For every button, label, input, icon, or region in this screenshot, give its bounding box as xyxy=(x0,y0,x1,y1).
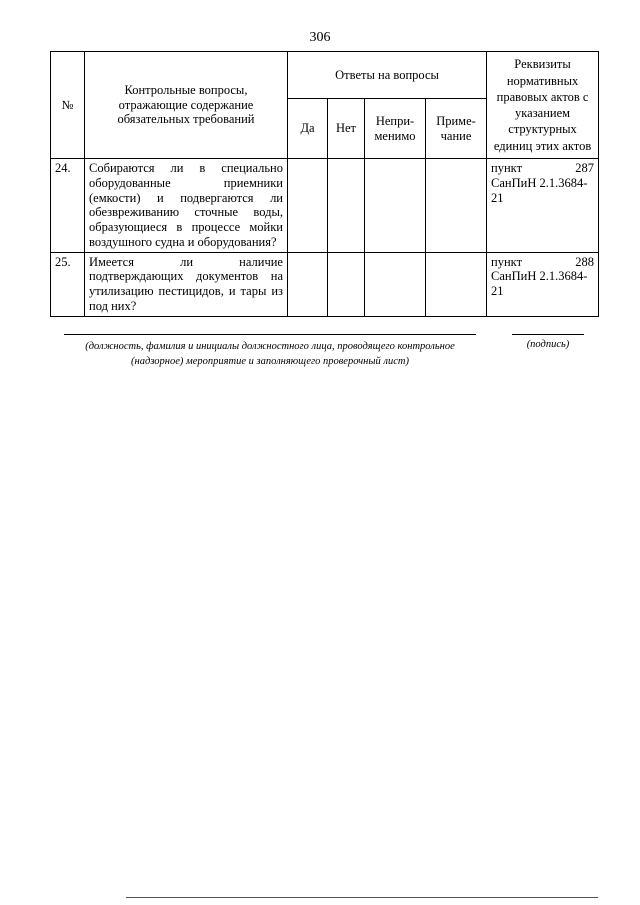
ref-number: 287 xyxy=(575,161,595,175)
checklist-table xyxy=(50,51,599,317)
table-row xyxy=(51,252,599,316)
official-signature-line[interactable] xyxy=(64,334,476,335)
ref-word: пункт xyxy=(491,254,523,269)
answer-note-cell[interactable] xyxy=(426,159,487,253)
answer-note-cell[interactable] xyxy=(426,252,487,316)
scan-edge-line xyxy=(126,897,598,898)
answer-yes-cell[interactable] xyxy=(288,159,328,253)
header-answers-group: Ответы на вопросы xyxy=(288,52,487,99)
header-answer-no: Нет xyxy=(328,99,365,159)
official-caption: (должность, фамилия и инициалы должностного лица, проводящего контрольное (надзорное) мероприятие и заполняющего проверочный лист) xyxy=(85,341,455,368)
answer-yes-cell[interactable] xyxy=(288,252,328,316)
header-num: № xyxy=(51,52,85,159)
ref-word: пункт xyxy=(491,161,523,175)
ref-document: СанПиН 2.1.3684-21 xyxy=(491,175,588,205)
page-number: 306 xyxy=(309,30,331,45)
ref-document: СанПиН 2.1.3684-21 xyxy=(491,269,588,298)
row-question: Имеется ли наличие подтверждающих документов на утилизацию пестицидов, и тары из под них? xyxy=(85,252,288,316)
answer-na-cell[interactable] xyxy=(365,252,426,316)
signature-line[interactable] xyxy=(512,334,584,335)
row-question: Собираются ли в специально оборудованные приемники (емкости) и подвергаются ли обезвреживанию сточные воды, образующиеся в процессе мойки воздушного судна и оборудования? xyxy=(85,159,288,253)
row-num: 25. xyxy=(51,252,85,316)
table-row xyxy=(51,159,599,253)
header-answer-yes: Да xyxy=(288,99,328,159)
ref-number: 288 xyxy=(575,254,595,269)
answer-no-cell[interactable] xyxy=(328,252,365,316)
row-num: 24. xyxy=(51,159,85,253)
header-answer-note: Приме- чание xyxy=(426,99,487,159)
header-question: Контрольные вопросы, отражающие содержание обязательных требований xyxy=(85,52,288,159)
row-reference xyxy=(487,252,599,316)
header-answer-na: Непри- менимо xyxy=(365,99,426,159)
answer-na-cell[interactable] xyxy=(365,159,426,253)
signature-caption: (подпись) xyxy=(526,339,570,350)
answer-no-cell[interactable] xyxy=(328,159,365,253)
row-reference xyxy=(487,159,599,253)
header-reference: Реквизиты нормативных правовых актов с указанием структурных единиц этих актов xyxy=(487,52,599,159)
